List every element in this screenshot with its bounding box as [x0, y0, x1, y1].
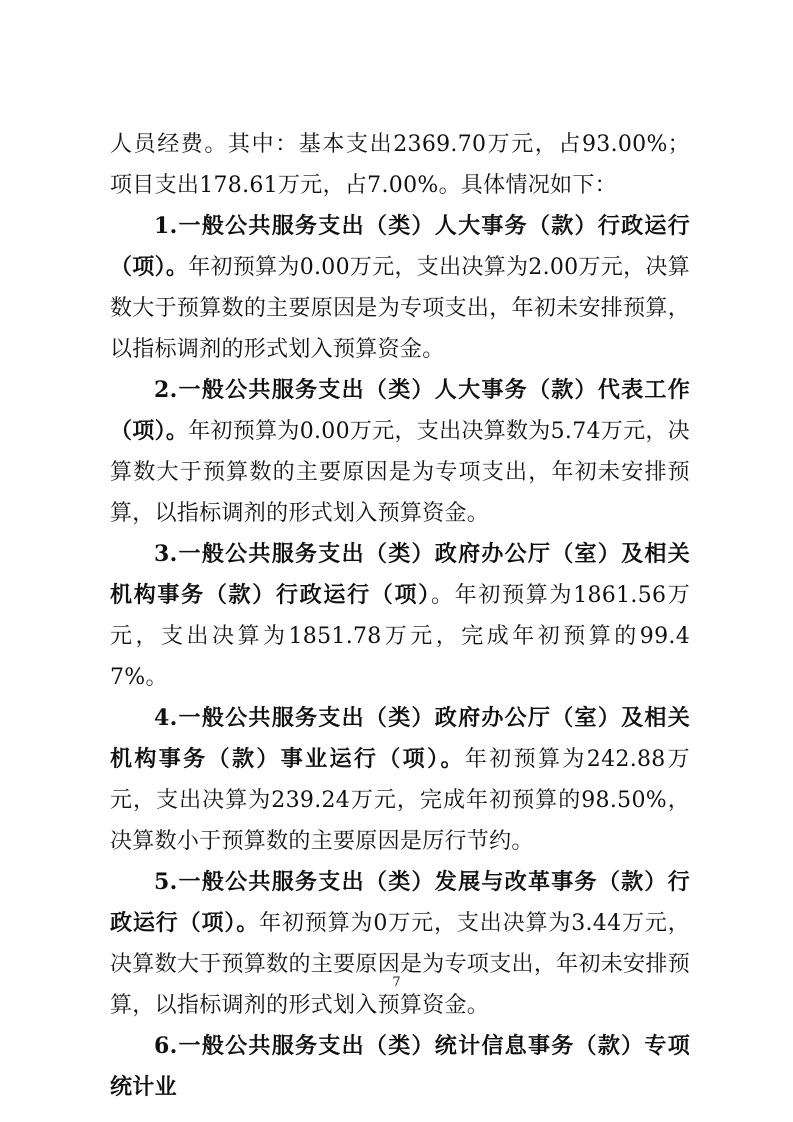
paragraph-item-2	[110, 370, 690, 534]
paragraph-text: 年初预算为242.88万元，支出决算为239.24万元，完成年初预算的98.50%，决算数小于预算数的主要原因是厉行节约。	[110, 747, 690, 854]
page-number: 7	[392, 975, 401, 990]
paragraph-intro	[110, 124, 690, 206]
paragraph-item-1	[110, 206, 690, 370]
document-body	[110, 124, 690, 1108]
paragraph-text: 年初预算为0.00万元，支出决算数为5.74万元，决算数大于预算数的主要原因是为专项支出，年初未安排预算，以指标调剂的形式划入预算资金。	[110, 419, 690, 526]
paragraph-heading: 5.一般公共服务支出（类）发展与改革事务（款）行政运行（项）。	[110, 869, 690, 936]
paragraph-heading: 6.一般公共服务支出（类）统计信息事务（款）专项统计业	[110, 1033, 690, 1100]
paragraph-text: 人员经费。其中：基本支出2369.70万元，占93.00%；项目支出178.61万元，占7.00%。具体情况如下：	[110, 132, 690, 198]
paragraph-heading: 4.一般公共服务支出（类）政府办公厅（室）及相关机构事务（款）事业运行（项）。	[110, 705, 690, 772]
paragraph-text: 年初预算为0.00万元，支出决算为2.00万元，决算数大于预算数的主要原因是为专项支出，年初未安排预算，以指标调剂的形式划入预算资金。	[110, 255, 690, 362]
paragraph-heading: 2.一般公共服务支出（类）人大事务（款）代表工作（项）。	[110, 377, 690, 444]
paragraph-item-5	[110, 862, 690, 1026]
paragraph-heading: 1.一般公共服务支出（类）人大事务（款）行政运行（项）。	[110, 213, 690, 280]
paragraph-item-6	[110, 1026, 690, 1108]
paragraph-heading: 3.一般公共服务支出（类）政府办公厅（室）及相关机构事务（款）行政运行（项）	[110, 541, 690, 608]
paragraph-text: 。年初预算为1861.56万元，支出决算为1851.78万元，完成年初预算的99.47%。	[110, 583, 690, 690]
paragraph-text: 年初预算为0万元，支出决算为3.44万元，决算数大于预算数的主要原因是为专项支出，年初未安排预算，以指标调剂的形式划入预算资金。	[110, 911, 690, 1018]
paragraph-item-3	[110, 534, 690, 698]
paragraph-item-4	[110, 698, 690, 862]
